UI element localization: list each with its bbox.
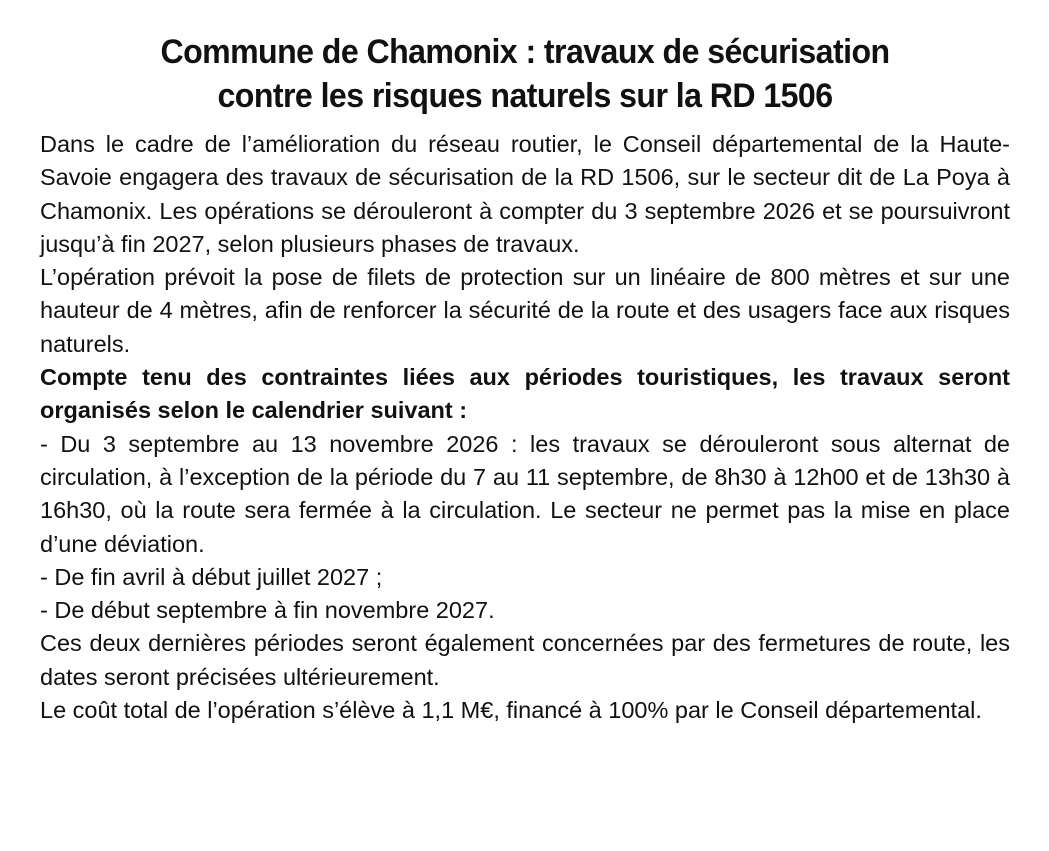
paragraph-cost: Le coût total de l’opération s’élève à 1,1 M€, financé à 100% par le Conseil départemental. [40, 697, 982, 724]
article-title-line-1: Commune de Chamonix : travaux de sécurisation [160, 33, 890, 71]
article [40, 30, 1010, 727]
paragraph-phase-3: - De début septembre à fin novembre 2027. [40, 597, 495, 624]
article-title [74, 30, 976, 118]
paragraph-phase-2: - De fin avril à début juillet 2027 ; [40, 563, 383, 590]
article-title-line-2: contre les risques naturels sur la RD 1506 [217, 77, 833, 115]
article-body [40, 128, 1010, 727]
paragraph-operation: L’opération prévoit la pose de filets de protection sur un linéaire de 800 mètres et sur une hauteur de 4 mètres, afin de renforcer la sécurité de la route et des usagers face aux risques naturels. [40, 264, 1010, 357]
paragraph-intro: Dans le cadre de l’amélioration du réseau routier, le Conseil départemental de la Haute-Savoie engagera des travaux de sécurisation de la RD 1506, sur le secteur dit de La Poya à Chamonix. Les opérations se dérouleront à compter du 3 septembre 2026 et se poursuivront jusqu’à fin 2027, selon plusieurs phases de travaux. [40, 131, 1010, 257]
paragraph-calendar-intro: Compte tenu des contraintes liées aux périodes touristiques, les travaux seront organisés selon le calendrier suivant : [40, 364, 1010, 424]
paragraph-closures: Ces deux dernières périodes seront également concernées par des fermetures de route, les dates seront précisées ultérieurement. [40, 630, 1010, 690]
paragraph-phase-1: - Du 3 septembre au 13 novembre 2026 : les travaux se dérouleront sous alternat de circulation, à l’exception de la période du 7 au 11 septembre, de 8h30 à 12h00 et de 13h30 à 16h30, où la route sera fermée à la circulation. Le secteur ne permet pas la mise en place d’une déviation. [40, 430, 1010, 557]
